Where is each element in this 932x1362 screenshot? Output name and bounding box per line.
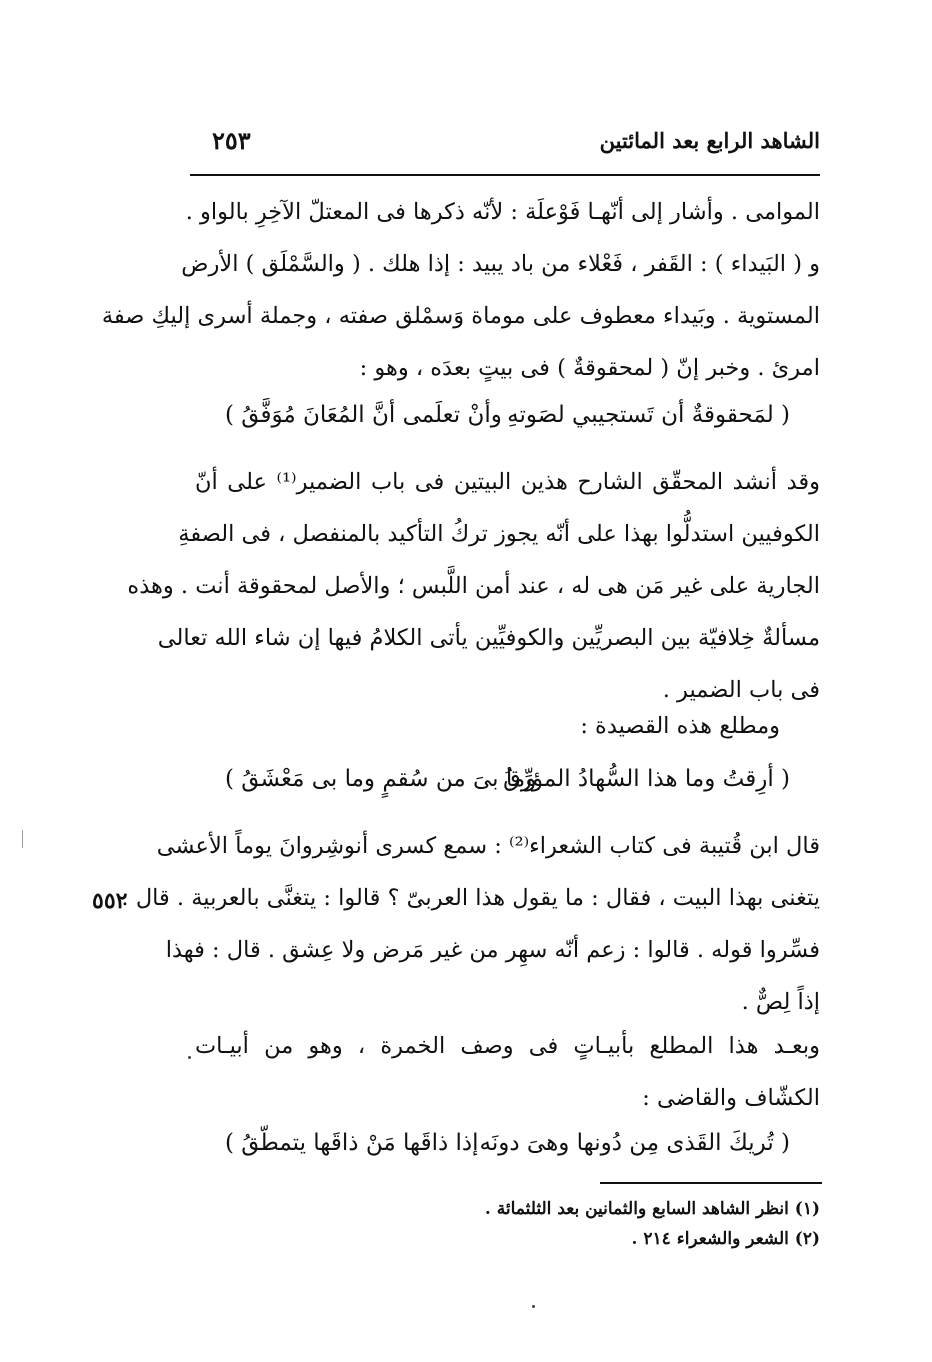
text-line: إذاً لِصٌّ . [741,989,820,1015]
scan-speck [188,1056,191,1059]
verse-2 [225,756,790,802]
page-header [190,128,820,168]
verse-first-hemistich: ( لمَحقوقةٌ أن تَستجيبي لصَوتهِ [507,402,790,428]
paragraph-3 [195,700,820,752]
text-line: الكوفيين استدلُّوا بهذا على أنّه يجوز تركُ التأكيد بالمنفصل ، فى الصفةِ [178,521,820,547]
scan-speck [532,1305,535,1308]
text-line: مسألةٌ خِلافيّة بين البصريِّين والكوفيِّين يأتى الكلامُ فيها إن شاء الله تعالى [157,625,820,651]
text-line: الكشّاف والقاضى : [642,1085,820,1111]
paragraph-5 [195,1020,820,1124]
text-line: الجارية على غير مَن هى له ، عند أمن اللَّبس ؛ والأصل لمحقوقة أنت . وهذه [127,573,820,599]
footnote: (٢) الشعر والشعراء ٢١٤ . [631,1229,820,1249]
page-number: ٢٥٣ [212,126,251,155]
text-line: الموامى . وأشار إلى أنّهـا فَوْعلَة : لأنّه ذكرها فى المعتلّ الآخِرِ بالواو . [185,199,820,225]
text-line: ومطلع هذه القصيدة : [580,713,780,739]
verse-second-hemistich: وأنْ تعلَمى أنَّ المُعَانَ مُوَفَّقُ ) [225,402,502,428]
text-line: و ( البَيداء ) : القَفر ، فَعْلاء من باد يبيد : إذا هلك . ( والسَّمْلَق ) الأرض [181,251,820,277]
footnote-rule [600,1182,822,1184]
running-title: الشاهد الرابع بعد المائتين [599,128,820,153]
verse-second-hemistich: وما بىَ من سُقمٍ وما بى مَعْشَقُ ) [225,766,537,792]
footnote: (١) انظر الشاهد السابع والثمانين بعد الثلثمائة . [484,1199,820,1219]
paragraph-2 [127,456,820,716]
margin-page-number: ٥٥٢ [92,888,128,914]
text-line: وبعـد هذا المطلع بأبيـاتٍ فى وصف الخمرة ، وهو من أبيـات [195,1033,820,1059]
text-line: فى باب الضمير . [662,677,820,703]
header-rule [190,174,820,176]
text-line: وقد أنشد المحقّق الشارح هذين البيتين فى باب الضمير⁽¹⁾ على أنّ [195,469,820,495]
text-line: فسِّروا قوله . قالوا : زعم أنّه سهِر من غير مَرض ولا عِشق . قال : فهذا [165,937,820,963]
verse-1 [225,392,790,438]
scan-mark [22,830,23,848]
verse-first-hemistich: ( أرِقتُ وما هذا السُّهادُ المؤرِّقُ [503,766,790,792]
text-line: قال ابن قُتيبة فى كتاب الشعراء⁽²⁾ : سمع كسرى أنوشِروانَ يوماً الأعشى [156,833,820,859]
paragraph-1 [101,186,820,394]
text-line: المستوية . وبَيداء معطوف على موماة وَسمْلق صفته ، وجملة أسرى إليكِ صفة [101,303,820,329]
text-line: امرئ . وخبر إنّ ( لمحقوقةٌ ) فى بيتٍ بعدَه ، وهو : [359,355,820,381]
verse-first-hemistich: ( تُريكَ القَذى مِن دُونها وهىَ دونَه [479,1130,790,1156]
verse-3 [225,1120,790,1166]
paragraph-4 [121,820,820,1028]
text-line: يتغنى بهذا البيت ، فقال : ما يقول هذا العربىّ ؟ قالوا : يتغنَّى بالعربية . قال : [121,885,820,911]
verse-second-hemistich: إذا ذاقَها مَنْ ذاقَها يتمطّقُ ) [225,1130,479,1156]
footnotes [400,1194,820,1254]
